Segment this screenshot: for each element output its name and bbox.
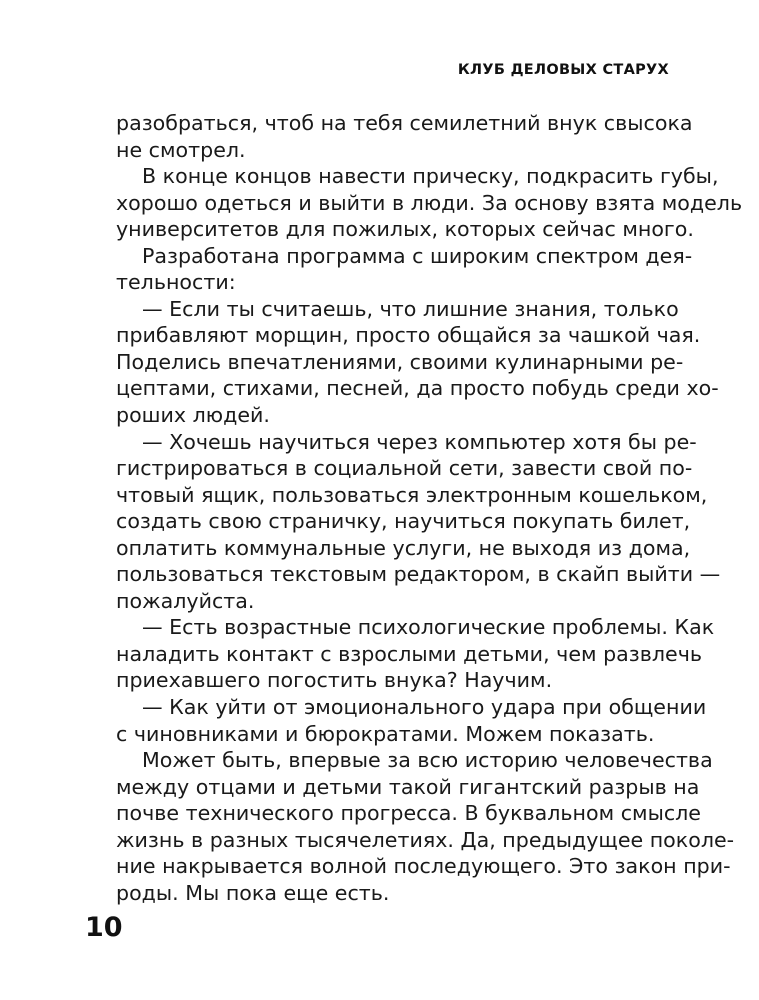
text-line: оплатить коммунальные услуги, не выходя из дома, [116, 535, 691, 560]
text-line: В конце концов навести прическу, подкрасить губы, [142, 164, 719, 189]
page-number: 10 [85, 912, 123, 943]
text-line: — Есть возрастные психологические проблемы. Как [142, 615, 715, 640]
text-line: Поделись впечатлениями, своими кулинарными ре- [116, 349, 684, 374]
running-head: КЛУБ ДЕЛОВЫХ СТАРУХ [457, 62, 669, 78]
text-line: Разработана программа с широким спектром дея- [142, 243, 693, 268]
text-line: приехавшего погостить внука? Научим. [116, 668, 553, 693]
text-line: ние накрывается волной последующего. Это закон при- [116, 854, 731, 879]
body-text [116, 110, 743, 906]
text-line: с чиновниками и бюрократами. Можем показать. [116, 721, 655, 746]
text-line: создать свою страничку, научиться покупать билет, [116, 509, 691, 534]
text-line: цептами, стихами, песней, да просто побудь среди хо- [116, 376, 719, 401]
text-line: гистрироваться в социальной сети, завести свой по- [116, 456, 693, 481]
text-line: роших людей. [116, 403, 270, 428]
text-line: жизнь в разных тысячелетиях. Да, предыдущее поколе- [116, 827, 735, 852]
text-line: разобраться, чтоб на тебя семилетний внук свысока [116, 111, 693, 135]
text-line: прибавляют морщин, просто общайся за чашкой чая. [116, 323, 701, 348]
text-line: университетов для пожилых, которых сейчас много. [116, 217, 694, 242]
text-line: роды. Мы пока еще есть. [116, 880, 390, 905]
text-line: не смотрел. [116, 137, 246, 162]
text-line: пользоваться текстовым редактором, в скайп выйти — [116, 562, 721, 587]
text-line: — Как уйти от эмоционального удара при общении [142, 695, 707, 720]
text-line: наладить контакт с взрослыми детьми, чем развлечь [116, 641, 702, 666]
text-line: хорошо одеться и выйти в люди. За основу взята модель [116, 190, 743, 215]
text-line: между отцами и детьми такой гигантский разрыв на [116, 774, 700, 799]
text-line: — Если ты считаешь, что лишние знания, только [142, 296, 679, 321]
text-line: Может быть, впервые за всю историю человечества [142, 748, 713, 773]
text-line: тельности: [116, 270, 236, 295]
text-line: пожалуйста. [116, 588, 255, 613]
text-line: почве технического прогресса. В буквальном смысле [116, 801, 701, 826]
text-line: чтовый ящик, пользоваться электронным кошельком, [116, 482, 708, 507]
text-line: — Хочешь научиться через компьютер хотя бы ре- [142, 429, 697, 454]
